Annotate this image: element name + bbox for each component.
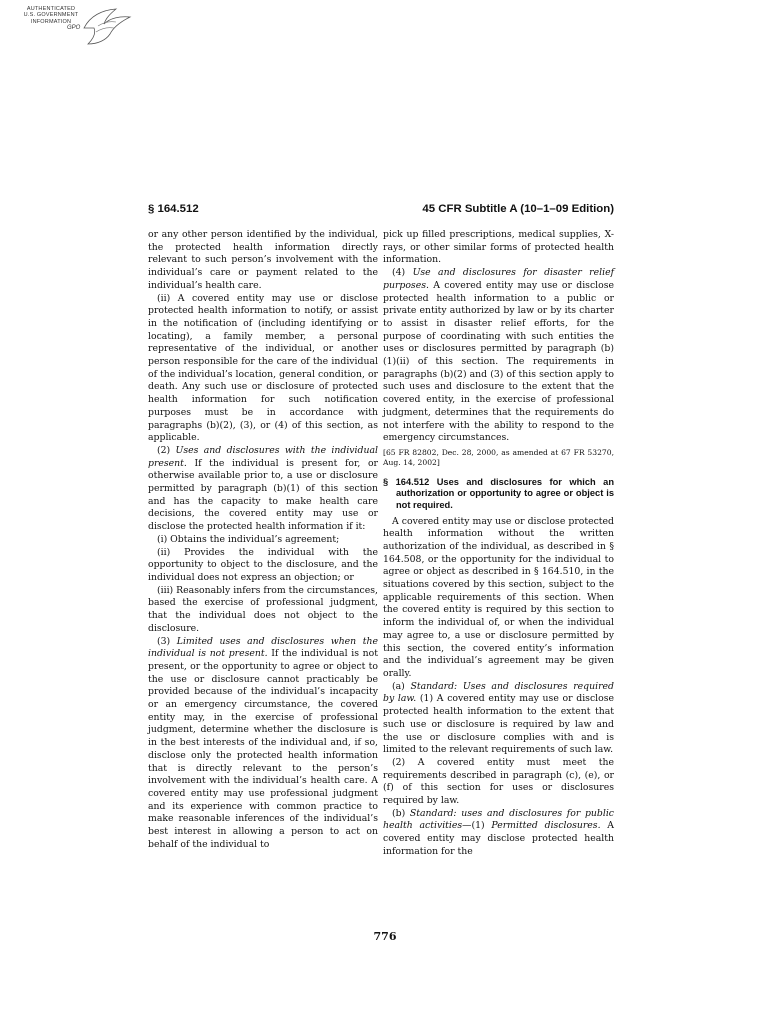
left-paragraph-1: or any other person identified by the individual, the protected health information directly relevant to such person’s involvement with the individual’s care or payment related to the individual’s health care.: [148, 229, 378, 291]
header-title: 45 CFR Subtitle A (10–1–09 Edition): [422, 203, 614, 215]
right-paragraph-2: [383, 267, 614, 445]
paragraph-subheading: Permitted disclosures.: [491, 820, 601, 832]
paragraph-number: (3): [157, 635, 177, 647]
paragraph-number: (b): [392, 807, 410, 819]
left-paragraph-3: [148, 445, 378, 534]
paragraph-heading: Standard: uses and disclosures for public health activities: [383, 807, 614, 832]
left-paragraph-7: [148, 636, 378, 852]
right-paragraph-3: A covered entity may use or disclose protected health information without the written authorization of the individual, as described in § 164.508, or the opportunity for the individual to agree or object as described in § 164.510, in the situations covered by this section, subject to the applicable requirements of this section. When the covered entity is required by this section to inform the individual of, or when the individual may agree to, a use or disclosure permitted by this section, the covered entity’s information and the individual’s agreement may be given orally.: [383, 515, 614, 679]
right-paragraph-5: (2) A covered entity must meet the requirements described in paragraph (c), (e), or (f) of this section for uses or disclosures required by law.: [383, 756, 614, 807]
logo-gpo: GPO: [67, 25, 81, 31]
right-paragraph-6: [383, 808, 614, 859]
left-paragraph-4: (i) Obtains the individual’s agreement;: [157, 533, 340, 545]
logo-line-2: U.S. GOVERNMENT: [23, 12, 79, 19]
section-heading: [383, 477, 614, 512]
running-header: [148, 203, 614, 217]
paragraph-number: (a): [392, 680, 411, 692]
paragraph-number: (2): [157, 444, 176, 456]
paragraph-body: A covered entity may disclose protected health information for the: [383, 820, 614, 857]
section-title: Uses and disclosures for which an authorization or opportunity to agree or object is not required.: [396, 476, 614, 510]
section-number: § 164.512: [383, 476, 430, 487]
right-paragraph-1: pick up filled prescriptions, medical supplies, X-rays, or other similar forms of protected health information.: [383, 229, 614, 266]
paragraph-heading: Limited uses and disclosures when the individual is not present.: [148, 635, 378, 660]
paragraph-body: (1) A covered entity may use or disclose protected health information to the extent that such use or disclosure is required by law and the use or disclosure complies with and is limited to the relevant requirements of such law.: [383, 693, 615, 756]
paragraph-body: A covered entity may use or disclose protected health information to a public or private entity authorized by law or by its charter to assist in disaster relief efforts, for the purpose of coordinating with such entities the uses or disclosures permitted by paragraph (b)(1)(ii) of this section. The requirements in paragraphs (b)(2) and (3) of this section apply to such uses and disclosure to the extent that the covered entity, in the exercise of professional judgment, determines that the requirements do not interfere with the ability to respond to the emergency circumstances.: [383, 279, 614, 444]
logo-line-1: AUTHENTICATED: [26, 6, 76, 12]
page-number: 776: [373, 930, 397, 943]
eagle-emblem-icon: [80, 6, 140, 50]
left-paragraph-5: (ii) Provides the individual with the opportunity to object to the disclosure, and the individual does not express an objection; or: [148, 546, 378, 583]
paragraph-number: (4): [392, 267, 413, 279]
right-paragraph-4: [383, 681, 614, 757]
logo-text: [18, 6, 84, 25]
paragraph-heading: Uses and disclosures with the individual present.: [148, 444, 378, 469]
left-paragraph-2: (ii) A covered entity may use or disclose protected health information to notify, or assist in the notification of (including identifying or locating), a family member, a personal representative of the individual, or another person responsible for the care of the individual of the individual’s location, general condition, or death. Any such use or disclosure of protected health information for such notification purposes must be in accordance with paragraphs (b)(2), (3), or (4) of this section, as applicable.: [148, 292, 378, 444]
gpo-authentication-logo: [18, 6, 142, 50]
header-section: § 164.512: [148, 203, 199, 215]
paragraph-body: If the individual is not present, or the opportunity to agree or object to the use or disclosure cannot practicably be provided because of the individual’s incapacity or an emergency circumstance, the covered entity may, in the exercise of professional judgment, determine whether the disclosure is in the best interests of the individual and, if so, disclose only the protected health information that is directly relevant to the person’s involvement with the individual’s health care. A covered entity may use professional judgment and its experience with common practice to make reasonable inferences of the individual’s best interest in allowing a person to act on behalf of the individual to: [148, 648, 378, 850]
paragraph-dash: —(1): [462, 820, 492, 832]
left-column: [148, 229, 378, 851]
left-paragraph-6: (iii) Reasonably infers from the circumstances, based the exercise of professional judgment, that the individual does not object to the disclosure.: [148, 584, 378, 634]
paragraph-heading: Use and disclosures for disaster relief purposes.: [383, 267, 615, 291]
logo-line-3: INFORMATION: [30, 18, 72, 25]
right-column: [383, 229, 614, 859]
paragraph-body: If the individual is present for, or otherwise available prior to, a use or disclosure permitted by paragraph (b)(1) of this section and has the capacity to make health care decisions, the covered entity may use or disclose the protected health information if it:: [148, 457, 378, 533]
source-citation: [65 FR 82802, Dec. 28, 2000, as amended at 67 FR 53270, Aug. 14, 2002]: [383, 447, 614, 468]
paragraph-heading: Standard: Uses and disclosures required by law.: [383, 680, 614, 705]
